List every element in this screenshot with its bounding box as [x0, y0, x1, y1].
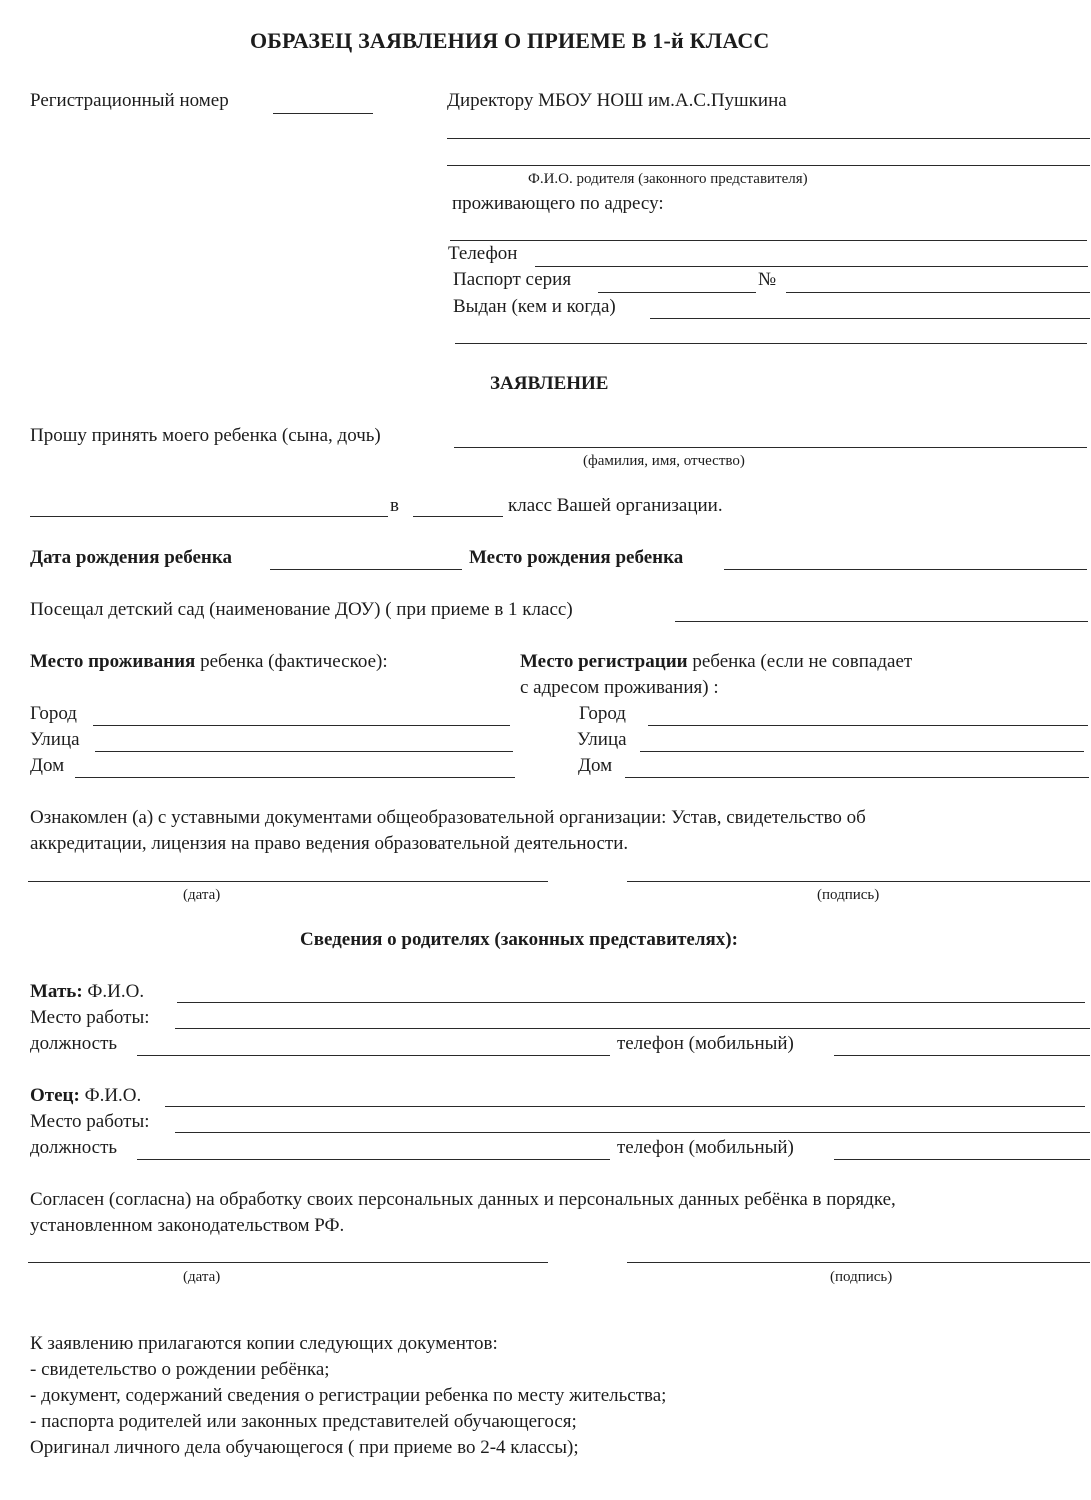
father-phone-label: телефон (мобильный)	[617, 1137, 794, 1158]
reg-street-field[interactable]	[640, 751, 1084, 752]
reg-house-field[interactable]	[625, 777, 1089, 778]
attachment-item: - документ, содержаний сведения о регистрации ребенка по месту жительства;	[30, 1385, 667, 1406]
class-number-field[interactable]	[413, 516, 503, 517]
director-label: Директору МБОУ НОШ им.А.С.Пушкина	[447, 90, 787, 111]
phone-field[interactable]	[535, 266, 1088, 267]
acquainted-signature-field[interactable]	[627, 881, 1090, 882]
in-label: в	[390, 495, 399, 516]
passport-series-field[interactable]	[598, 292, 756, 293]
parent-name-caption: Ф.И.О. родителя (законного представителя)	[528, 171, 808, 187]
actual-street-field[interactable]	[95, 751, 513, 752]
mother-phone-label: телефон (мобильный)	[617, 1033, 794, 1054]
passport-number-label: №	[758, 269, 777, 290]
birth-place-field[interactable]	[724, 569, 1087, 570]
address-field[interactable]	[450, 240, 1087, 241]
kindergarten-field[interactable]	[675, 621, 1088, 622]
consent-signature-field[interactable]	[627, 1262, 1090, 1263]
consent-date-field[interactable]	[28, 1262, 548, 1263]
issued-label: Выдан (кем и когда)	[453, 296, 616, 317]
passport-number-field[interactable]	[786, 292, 1090, 293]
statement-heading: ЗАЯВЛЕНИЕ	[490, 373, 609, 394]
mother-fio-field[interactable]	[177, 1002, 1085, 1003]
passport-series-label: Паспорт серия	[453, 269, 572, 290]
consent-line2: установленном законодательством РФ.	[30, 1215, 345, 1236]
child-fio-field[interactable]	[454, 447, 1087, 448]
attachment-item: - свидетельство о рождении ребёнка;	[30, 1359, 330, 1380]
attachment-item: - паспорта родителей или законных представителей обучающегося;	[30, 1411, 577, 1432]
reg-house-label: Дом	[578, 755, 613, 776]
father-position-field[interactable]	[137, 1159, 610, 1160]
father-workplace-label: Место работы:	[30, 1111, 150, 1132]
acquainted-date-caption: (дата)	[183, 887, 221, 903]
registration-heading: Место регистрации ребенка (если не совпадает	[520, 651, 913, 672]
reg-city-label: Город	[579, 703, 626, 724]
actual-house-label: Дом	[30, 755, 65, 776]
mother-workplace-label: Место работы:	[30, 1007, 150, 1028]
registration-heading-line2: с адресом проживания) :	[520, 677, 719, 698]
actual-residence-heading: Место проживания ребенка (фактическое):	[30, 651, 388, 672]
father-fio-label: Отец: Ф.И.О.	[30, 1085, 142, 1106]
father-fio-field[interactable]	[165, 1106, 1085, 1107]
phone-label: Телефон	[448, 243, 518, 264]
request-label: Прошу принять моего ребенка (сына, дочь)	[30, 425, 381, 446]
mother-workplace-field[interactable]	[175, 1028, 1090, 1029]
actual-street-label: Улица	[30, 729, 80, 750]
child-fio-field-2[interactable]	[30, 516, 388, 517]
father-phone-field[interactable]	[834, 1159, 1090, 1160]
attachment-item: Оригинал личного дела обучающегося ( при приеме во 2-4 классы);	[30, 1437, 579, 1458]
mother-phone-field[interactable]	[834, 1055, 1090, 1056]
reg-number-label: Регистрационный номер	[30, 90, 229, 111]
actual-city-label: Город	[30, 703, 77, 724]
kindergarten-label: Посещал детский сад (наименование ДОУ) ( при приеме в 1 класс)	[30, 599, 573, 620]
parent-name-field-1[interactable]	[447, 138, 1090, 139]
issued-field-2[interactable]	[455, 343, 1087, 344]
mother-position-label: должность	[30, 1033, 118, 1054]
father-position-label: должность	[30, 1137, 118, 1158]
child-fio-caption: (фамилия, имя, отчество)	[583, 453, 745, 469]
birth-date-field[interactable]	[270, 569, 462, 570]
reg-street-label: Улица	[577, 729, 627, 750]
father-workplace-field[interactable]	[175, 1132, 1090, 1133]
parents-heading: Сведения о родителях (законных представителях):	[300, 929, 738, 950]
actual-city-field[interactable]	[93, 725, 510, 726]
acquainted-line1: Ознакомлен (а) с уставными документами общеобразовательной организации: Устав, свидетельство об	[30, 807, 866, 828]
consent-date-caption: (дата)	[183, 1269, 221, 1285]
reg-number-field[interactable]	[273, 113, 373, 114]
residing-label: проживающего по адресу:	[452, 193, 664, 214]
mother-position-field[interactable]	[137, 1055, 610, 1056]
mother-fio-label: Мать: Ф.И.О.	[30, 981, 145, 1002]
reg-city-field[interactable]	[648, 725, 1088, 726]
acquainted-line2: аккредитации, лицензия на право ведения образовательной деятельности.	[30, 833, 629, 854]
attachments-intro: К заявлению прилагаются копии следующих документов:	[30, 1333, 498, 1354]
consent-signature-caption: (подпись)	[830, 1269, 893, 1285]
birth-date-label: Дата рождения ребенка	[30, 547, 233, 568]
page-title: ОБРАЗЕЦ ЗАЯВЛЕНИЯ О ПРИЕМЕ В 1-й КЛАСС	[250, 28, 770, 53]
consent-line1: Согласен (согласна) на обработку своих персональных данных и персональных данных ребёнка в порядке,	[30, 1189, 896, 1210]
actual-house-field[interactable]	[75, 777, 515, 778]
acquainted-date-field[interactable]	[28, 881, 548, 882]
class-org-label: класс Вашей организации.	[508, 495, 723, 516]
acquainted-signature-caption: (подпись)	[817, 887, 880, 903]
birth-place-label: Место рождения ребенка	[469, 547, 684, 568]
parent-name-field-2[interactable]	[447, 165, 1090, 166]
issued-field-1[interactable]	[650, 318, 1090, 319]
